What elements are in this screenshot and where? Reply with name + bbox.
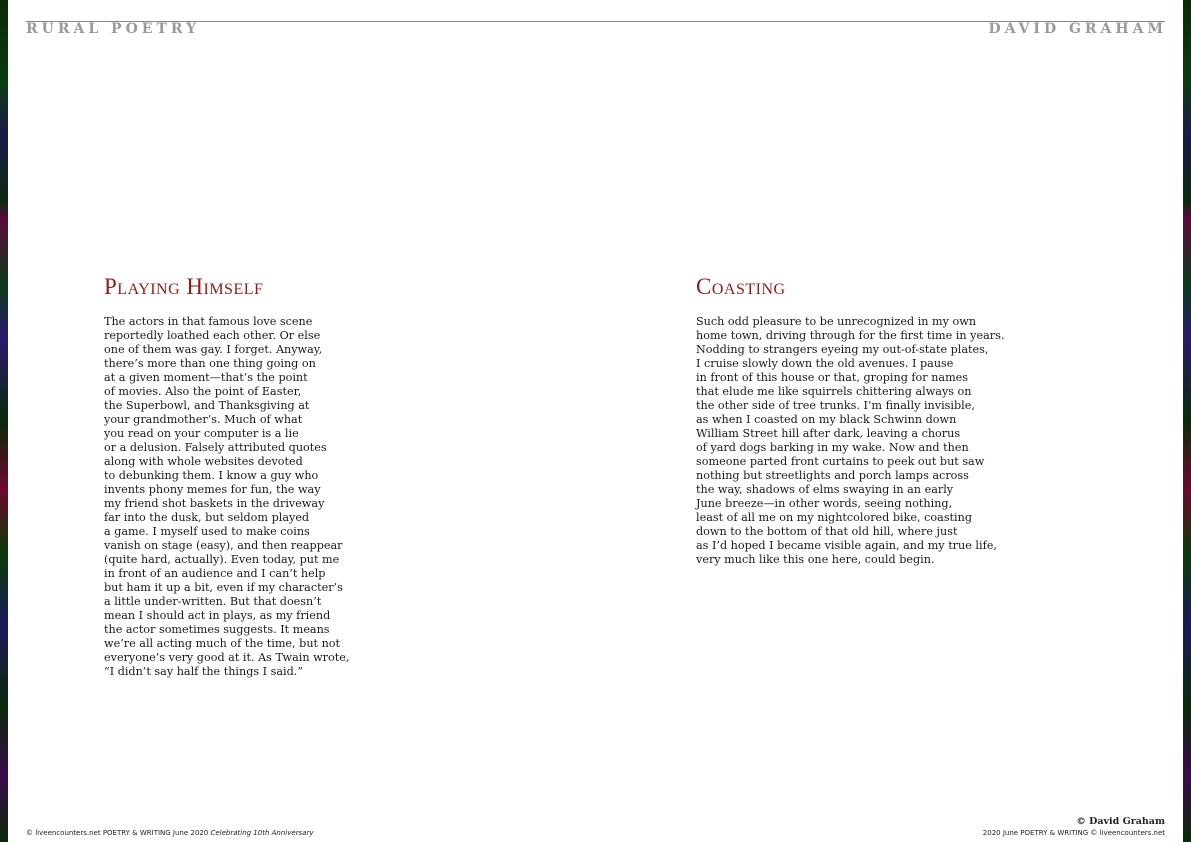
poem-line: far into the dusk, but seldom played	[104, 511, 310, 524]
poem-line: least of all me on my nightcolored bike, coasting	[696, 511, 972, 524]
poem-line: Such odd pleasure to be unrecognized in my own	[696, 315, 977, 328]
poem-line: a game. I myself used to make coins	[104, 525, 310, 538]
poem-line: mean I should act in plays, as my friend	[104, 609, 331, 622]
footer-left	[26, 829, 314, 837]
poem-line: to debunking them. I know a guy who	[104, 469, 319, 482]
poem-line: of yard dogs barking in my wake. Now and then	[696, 441, 969, 454]
poem-line: a little under-written. But that doesn’t	[104, 595, 322, 608]
poem-line: one of them was gay. I forget. Anyway,	[104, 343, 323, 356]
poem-line: the Superbowl, and Thanksgiving at	[104, 399, 310, 412]
footer-left-anniversary: Celebrating 10th Anniversary	[210, 829, 314, 837]
poem-line: as I’d hoped I became visible again, and my true life,	[696, 539, 997, 552]
poem-line: that elude me like squirrels chittering always on	[696, 385, 972, 398]
poem-line: my friend shot baskets in the driveway	[104, 497, 325, 510]
poem-line: in front of an audience and I can’t help	[104, 567, 326, 580]
poem-title-playing-himself: Playing Himself	[104, 274, 264, 299]
poem-line: William Street hill after dark, leaving a chorus	[696, 427, 961, 440]
poem-body-coasting	[696, 315, 1004, 567]
poem-line: your grandmother’s. Much of what	[104, 413, 303, 426]
poem-line: there’s more than one thing going on	[104, 357, 316, 370]
poem-line: the actor sometimes suggests. It means	[104, 623, 330, 636]
poem-title-coasting: Coasting	[696, 274, 786, 299]
poem-line: of movies. Also the point of Easter,	[104, 385, 302, 398]
poem-line: nothing but streetlights and porch lamps across	[696, 469, 969, 482]
poem-line: down to the bottom of that old hill, where just	[696, 525, 958, 538]
poem-line: the way, shadows of elms swaying in an early	[696, 483, 954, 496]
poem-line: home town, driving through for the first time in years.	[696, 329, 1005, 342]
poem-line: but ham it up a bit, even if my character’s	[104, 581, 343, 594]
poem-line: everyone’s very good at it. As Twain wrote,	[104, 651, 350, 664]
poem-line: I cruise slowly down the old avenues. I pause	[696, 357, 954, 370]
poem-line: invents phony memes for fun, the way	[104, 483, 321, 496]
poem-line: very much like this one here, could begin.	[696, 553, 935, 566]
poem-body-playing-himself	[104, 315, 349, 679]
running-header-author: DAVID GRAHAM	[988, 21, 1167, 37]
page	[8, 0, 1183, 842]
poem-line: at a given moment—that’s the point	[104, 371, 308, 384]
poem-line: someone parted front curtains to peek out but saw	[696, 455, 985, 468]
poem-line: “I didn’t say half the things I said.”	[104, 665, 304, 678]
poem-line: reportedly loathed each other. Or else	[104, 329, 321, 342]
decorative-border-left	[0, 0, 8, 842]
poem-line: vanish on stage (easy), and then reappear	[104, 539, 343, 552]
footer-right: 2020 June POETRY & WRITING © liveencounters.net	[982, 829, 1165, 837]
poem-line: the other side of tree trunks. I’m finally invisible,	[696, 399, 975, 412]
poem-line: along with whole websites devoted	[104, 455, 303, 468]
copyright-credit: © David Graham	[1076, 816, 1165, 827]
poem-line: June breeze—in other words, seeing nothing,	[696, 497, 953, 510]
poem-line: in front of this house or that, groping for names	[696, 371, 969, 384]
poem-line: (quite hard, actually). Even today, put me	[104, 553, 340, 566]
running-header-section: RURAL POETRY	[26, 21, 201, 37]
decorative-border-right	[1183, 0, 1191, 842]
poem-line: as when I coasted on my black Schwinn down	[696, 413, 957, 426]
poem-line: we’re all acting much of the time, but not	[104, 637, 341, 650]
footer-left-text: © liveencounters.net POETRY & WRITING June 2020	[26, 829, 211, 837]
poem-line: The actors in that famous love scene	[104, 315, 313, 328]
poem-line: or a delusion. Falsely attributed quotes	[104, 441, 327, 454]
poem-line: Nodding to strangers eyeing my out-of-state plates,	[696, 343, 989, 356]
poem-line: you read on your computer is a lie	[104, 427, 299, 440]
